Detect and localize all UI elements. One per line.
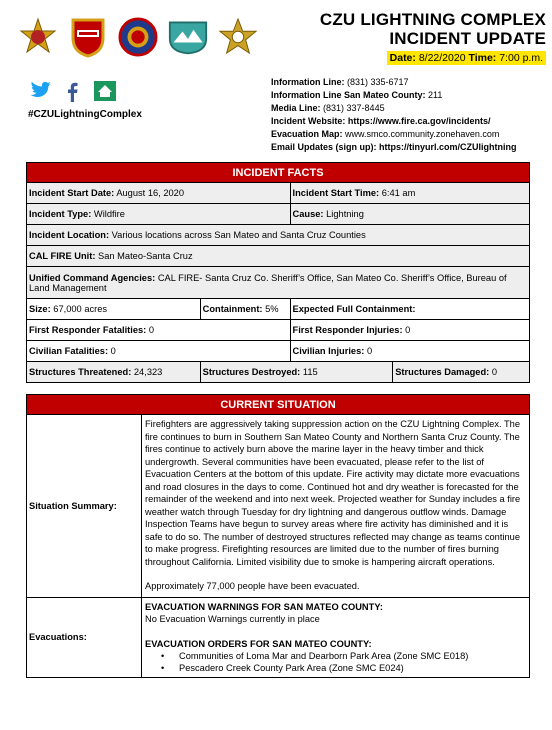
structures-destroyed-cell xyxy=(200,362,393,383)
time-value: 7:00 p.m. xyxy=(499,52,543,64)
incident-type-label: Incident Type: xyxy=(29,209,92,219)
current-situation-table xyxy=(26,394,530,678)
title-line-2: INCIDENT UPDATE xyxy=(389,29,546,48)
structures-destroyed-value: 115 xyxy=(302,367,318,377)
media-line-row xyxy=(271,102,517,115)
size-cell xyxy=(27,299,201,320)
order-text: Communities of Loma Mar and Dearborn Park Area (Zone SMC E018) xyxy=(179,651,469,661)
civ-injuries-cell xyxy=(290,341,529,362)
nextdoor-icon[interactable] xyxy=(94,80,116,102)
cal-fire-seal-icon xyxy=(18,15,58,59)
blm-logo-icon xyxy=(168,15,208,59)
incident-type-cell xyxy=(27,204,291,225)
warnings-heading: EVACUATION WARNINGS FOR SAN MATEO COUNTY: xyxy=(145,601,383,612)
start-time-cell xyxy=(290,183,529,204)
current-situation-heading: CURRENT SITUATION xyxy=(27,395,530,415)
cal-fire-unit-value: San Mateo-Santa Cruz xyxy=(98,251,193,261)
evacuations-label: Evacuations: xyxy=(27,597,142,678)
start-time-value: 6:41 am xyxy=(381,188,416,198)
page-header xyxy=(0,0,552,76)
fr-fatalities-label: First Responder Fatalities: xyxy=(29,325,147,335)
bullet: • xyxy=(161,651,165,661)
hashtag: #CZULightningComplex xyxy=(28,109,142,120)
social-icons xyxy=(30,80,116,102)
agencies-label: Unified Command Agencies: xyxy=(29,272,156,283)
map-link[interactable]: www.smco.community.zonehaven.com xyxy=(345,129,500,139)
info-line-row xyxy=(271,76,517,89)
incident-facts-heading: INCIDENT FACTS xyxy=(27,163,530,183)
size-value: 67,000 acres xyxy=(53,304,108,314)
email-label: Email Updates (sign up): xyxy=(271,142,377,152)
incident-facts-table xyxy=(26,162,530,383)
structures-damaged-cell xyxy=(393,362,530,383)
smc-line-row xyxy=(271,89,517,102)
order-text: Pescadero Creek County Park Area (Zone SMC E024) xyxy=(179,663,404,673)
structures-threatened-cell xyxy=(27,362,201,383)
cause-value: Lightning xyxy=(326,209,364,219)
containment-cell xyxy=(200,299,290,320)
structures-damaged-label: Structures Damaged: xyxy=(395,367,490,377)
cause-cell xyxy=(290,204,529,225)
expected-containment-cell xyxy=(290,299,529,320)
containment-label: Containment: xyxy=(202,304,263,314)
email-link[interactable]: https://tinyurl.com/CZUlightning xyxy=(379,142,517,152)
orders-list xyxy=(161,650,526,674)
title-block xyxy=(320,10,546,66)
sheriff-star-icon xyxy=(118,15,158,59)
civ-fatalities-cell xyxy=(27,341,291,362)
structures-destroyed-label: Structures Destroyed: xyxy=(202,367,301,377)
twitter-icon[interactable] xyxy=(30,80,52,102)
warnings-text: No Evacuation Warnings currently in place xyxy=(145,614,320,624)
website-row xyxy=(271,115,517,128)
structures-threatened-label: Structures Threatened: xyxy=(29,367,132,377)
structures-threatened-value: 24,323 xyxy=(133,367,163,377)
situation-summary-label: Situation Summary: xyxy=(27,415,142,598)
time-label: Time: xyxy=(468,52,497,64)
incident-location-cell xyxy=(27,225,530,246)
incident-location-value: Various locations across San Mateo and Santa Cruz Counties xyxy=(111,230,366,240)
start-time-label: Incident Start Time: xyxy=(292,188,380,198)
size-label: Size: xyxy=(29,304,51,314)
situation-summary-text: Firefighters are aggressively taking suppression action on the CZU Lightning Complex. The fire continues to burn in Southern San Mateo County and Northern Santa Cruz County. The fires continue to actively burn above the marine layer in the heavy timber and thick undergrowth. Several communities have been evacuated, please refer to the list of Evacuation Centers at the bottom of this update. Fire activity may dictate more evacuations and road closures in the days to come. Continued hot and dry weather is forecasted for the remainder of the weekend and into next week. Projected weather for Sunday includes a fire weather watch through Tuesday for dry lightning and dangerous outflow winds. Damage Inspection Teams have begun to survey areas where fire activity has diminished and it is safe to do so. The number of destroyed structures reflected may change as teams continue to make progress. Firefighting resources are limited due to the number of fires burning throughout California. Limited visibility due to smoke is hampering aircraft operations. xyxy=(145,419,521,567)
agencies-cell xyxy=(27,267,530,299)
cause-label: Cause: xyxy=(292,209,324,219)
start-date-value: August 16, 2020 xyxy=(116,188,185,198)
info-line-label: Information Line: xyxy=(271,77,345,87)
fr-injuries-label: First Responder Injuries: xyxy=(292,325,403,335)
fr-fatalities-value: 0 xyxy=(148,325,155,335)
containment-value: 5% xyxy=(265,304,279,314)
sheriff-badge-icon xyxy=(218,15,258,59)
smc-line-value: 211 xyxy=(428,90,443,100)
info-block xyxy=(271,76,517,154)
cal-fire-badge-icon xyxy=(68,15,108,59)
date-value: 8/22/2020 xyxy=(418,52,466,64)
list-item xyxy=(161,650,526,662)
media-line-value: (831) 337-8445 xyxy=(323,103,385,113)
evacuations-cell xyxy=(142,597,530,678)
media-line-label: Media Line: xyxy=(271,103,321,113)
start-date-cell xyxy=(27,183,291,204)
expected-containment-label: Expected Full Containment: xyxy=(292,304,416,314)
bullet: • xyxy=(161,663,165,673)
map-row xyxy=(271,128,517,141)
civ-fatalities-label: Civilian Fatalities: xyxy=(29,346,109,356)
civ-injuries-value: 0 xyxy=(366,346,373,356)
map-label: Evacuation Map: xyxy=(271,129,343,139)
email-row xyxy=(271,141,517,154)
structures-damaged-value: 0 xyxy=(491,367,498,377)
agency-logos xyxy=(18,10,258,64)
fr-fatalities-cell xyxy=(27,320,291,341)
fr-injuries-cell xyxy=(290,320,529,341)
cal-fire-unit-label: CAL FIRE Unit: xyxy=(29,251,96,261)
fr-injuries-value: 0 xyxy=(405,325,411,335)
facebook-icon[interactable] xyxy=(62,80,84,102)
civ-fatalities-value: 0 xyxy=(110,346,116,356)
civ-injuries-label: Civilian Injuries: xyxy=(292,346,365,356)
info-line-value: (831) 335-6717 xyxy=(347,77,409,87)
incident-location-label: Incident Location: xyxy=(29,230,110,240)
cal-fire-unit-cell xyxy=(27,246,530,267)
website-link[interactable]: https://www.fire.ca.gov/incidents/ xyxy=(347,116,491,126)
title-line-1: CZU LIGHTNING COMPLEX xyxy=(319,10,546,29)
date-time-bar xyxy=(387,51,546,65)
smc-line-label: Information Line San Mateo County: xyxy=(271,90,426,100)
start-date-label: Incident Start Date: xyxy=(29,188,115,198)
website-label: Incident Website: xyxy=(271,116,346,126)
list-item xyxy=(161,662,526,674)
incident-type-value: Wildfire xyxy=(93,209,125,219)
orders-heading: EVACUATION ORDERS FOR SAN MATEO COUNTY: xyxy=(145,638,372,649)
agencies-value: CAL FIRE- Santa Cruz Co. Sheriff’s Office, San Mateo Co. Sheriff’s Office, Bureau of Land Management xyxy=(29,272,507,293)
situation-summary-cell xyxy=(142,415,530,598)
date-label: Date: xyxy=(389,52,416,64)
evacuated-count-text: Approximately 77,000 people have been evacuated. xyxy=(145,581,360,591)
